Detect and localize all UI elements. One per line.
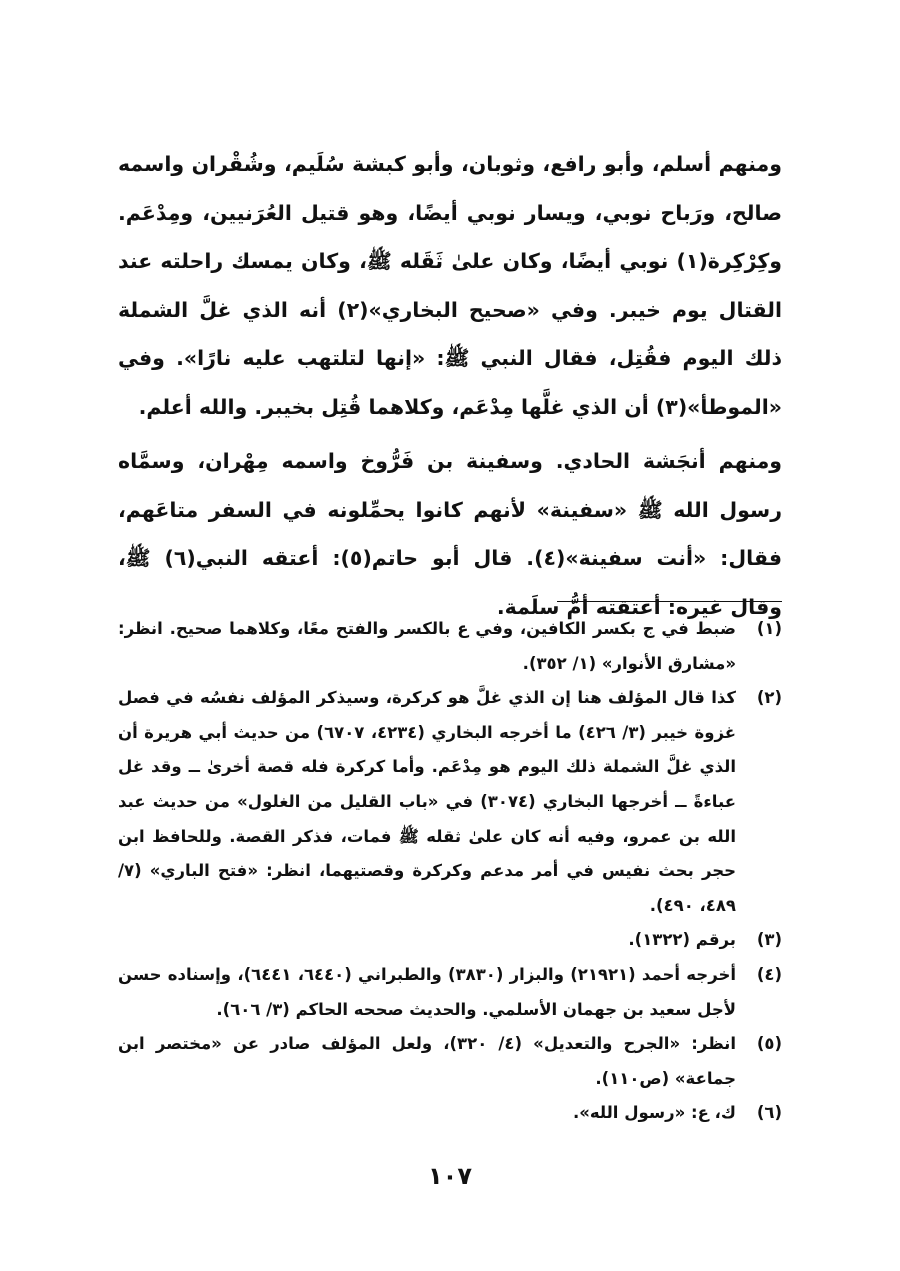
footnote-text: أخرجه أحمد (٢١٩٢١) والبزار (٣٨٣٠) والطبراني (٦٤٤٠، ٦٤٤١)، وإسناده حسن لأجل سعيد بن جهمان الأسلمي. والحديث صححه الحاكم (٣/ ٦٠٦).: [118, 964, 737, 1019]
paragraph-2: ومنهم أنجَشة الحادي. وسفينة بن فَرُّوخ واسمه مِهْران، وسمَّاه رسول الله ﷺ «سفينة» لأنهم كانوا يحمِّلونه في السفر متاعَهم، فقال: «أنت سفينة»(٤). قال أبو حاتم(٥): أعتقه النبي(٦) ﷺ، وقال غيره: أعتقته أمُّ سلَمة.: [118, 449, 783, 619]
footnote-text: برقم (١٣٢٢).: [628, 930, 736, 950]
footnote-separator: [557, 601, 782, 602]
footnote-4: [118, 958, 782, 1027]
paragraph-1: ومنهم أسلم، وأبو رافع، وثوبان، وأبو كبشة سُلَيم، وشُقْران واسمه صالح، ورَباح نوبي، ويسار نوبي أيضًا، وهو قتيل العُرَنيين، ومِدْعَم. وكِرْكِرة(١) نوبي أيضًا، وكان علىٰ ثَقَله ﷺ، وكان يمسك راحلته عند القتال يوم خيبر. وفي «صحيح البخاري»(٢) أنه الذي غلَّ الشملة ذلك اليوم فقُتِل، فقال النبي ﷺ: «إنها لتلتهب عليه نارًا». وفي «الموطأ»(٣) أن الذي غلَّها مِدْعَم، وكلاهما قُتِل بخيبر. والله أعلم.: [118, 152, 782, 419]
footnote-text: كذا قال المؤلف هنا إن الذي غلَّ هو كركرة، وسيذكر المؤلف نفسُه في فصل غزوة خيبر (٣/ ٤٢٦) ما أخرجه البخاري (٤٢٣٤، ٦٧٠٧) من حديث أبي هريرة أن الذي غلَّ الشملة ذلك اليوم هو مِدْعَم. وأما كركرة فله قصة أخرىٰ ــ وقد غل عباءةً ــ أخرجها البخاري (٣٠٧٤) في «باب القليل من الغلول» من حديث عبد الله بن عمرو، وفيه أنه كان علىٰ ثقله ﷺ فمات، فذكر القصة. وللحافظ ابن حجر بحث نفيس في أمر مدعم وكركرة وقصتيهما، انظر: «فتح الباري» (٧/ ٤٨٩، ٤٩٠).: [118, 688, 736, 915]
footnote-number: (٤): [756, 964, 782, 984]
footnote-number: (٣): [756, 930, 782, 950]
footnote-number: (٥): [756, 1034, 782, 1054]
footnote-5: [118, 1027, 782, 1096]
footnote-number: (٦): [756, 1103, 782, 1123]
footnote-6: [118, 1096, 782, 1131]
footnote-text: ضبط في ج بكسر الكافين، وفي ع بالكسر والفتح معًا، وكلاهما صحيح. انظر: «مشارق الأنوار» (١/ ٣٥٢).: [118, 619, 736, 673]
footnote-number: (٢): [756, 688, 782, 708]
footnotes: [118, 612, 782, 1131]
footnote-3: [118, 923, 782, 958]
footnote-text: انظر: «الجرح والتعديل» (٤/ ٣٢٠)، ولعل المؤلف صادر عن «مختصر ابن جماعة» (ص١١٠).: [118, 1034, 736, 1088]
footnote-1: [118, 612, 782, 681]
footnote-number: (١): [756, 619, 782, 638]
main-text: [118, 140, 782, 637]
footnote-text: ك، ع: «رسول الله».: [572, 1103, 736, 1123]
footnote-2: [118, 681, 782, 923]
page-number: ١٠٧: [428, 1162, 472, 1190]
